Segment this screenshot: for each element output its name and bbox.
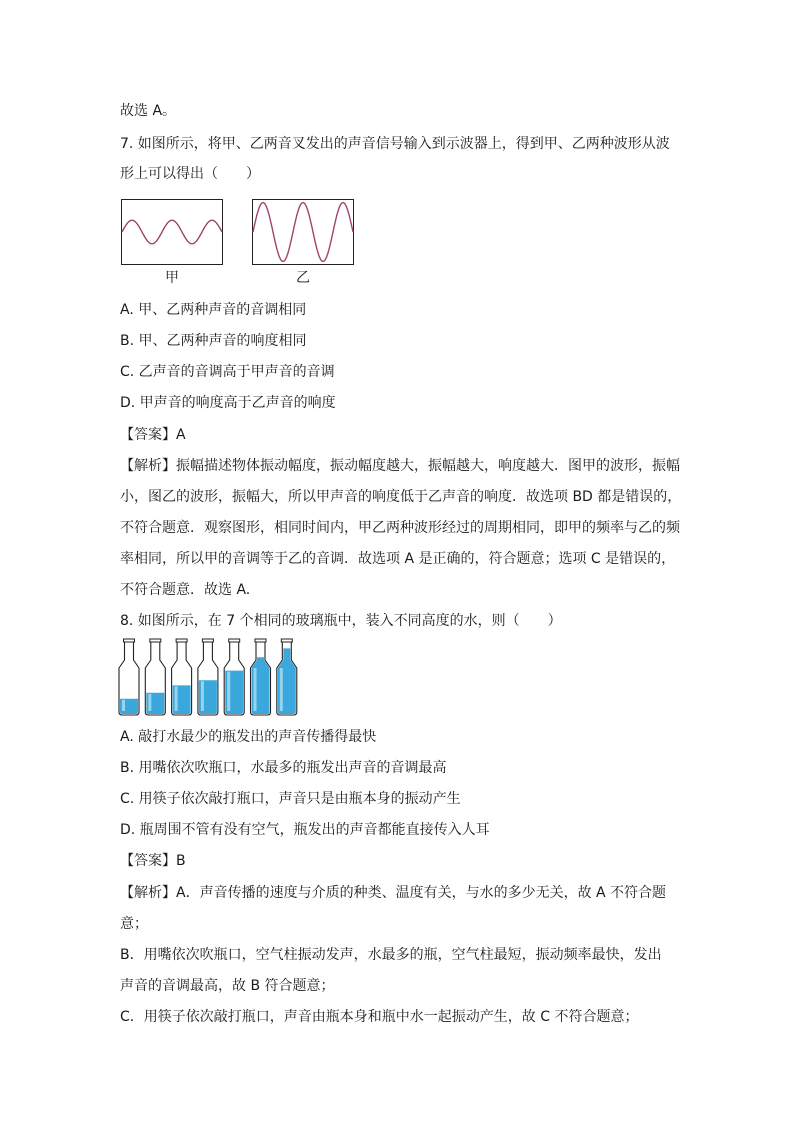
bottle-lip <box>202 639 213 642</box>
question-8-stem: 8. 如图所示，在 7 个相同的玻璃瓶中，装入不同高度的水，则（ ） <box>120 613 562 629</box>
answer-8: 【答案】B <box>120 853 186 869</box>
bottle-lip <box>124 639 135 642</box>
analysis-8-line-3: B．用嘴依次吹瓶口，空气柱振动发声，水最多的瓶，空气柱最短，振动频率最快，发出 <box>120 947 662 963</box>
waveform-yi-figure <box>252 199 354 265</box>
bottle-highlight <box>254 668 257 711</box>
bottle-6 <box>251 639 271 715</box>
option-7b: B. 甲、乙两种声音的响度相同 <box>120 333 307 349</box>
analysis-8-line-4: 声音的音调最高，故 B 符合题意； <box>120 978 335 994</box>
option-7d: D. 甲声音的响度高于乙声音的响度 <box>120 395 336 411</box>
bottles-figure <box>117 638 303 718</box>
bottle-lip <box>281 639 292 642</box>
option-7c: C. 乙声音的音调高于甲声音的音调 <box>120 364 335 380</box>
analysis-7-line-3: 不符合题意．观察图形，相同时间内，甲乙两种波形经过的周期相同，即甲的频率与乙的频 <box>120 520 680 536</box>
bottle-highlight <box>201 681 204 711</box>
bottle-highlight <box>227 672 230 711</box>
bottle-highlight <box>175 686 178 711</box>
text-line-1: 故选 A。 <box>120 103 177 119</box>
option-8a: A. 敲打水最少的瓶发出的声音传播得最快 <box>120 729 377 745</box>
answer-7: 【答案】A <box>120 427 186 443</box>
option-7a: A. 甲、乙两种声音的音调相同 <box>120 302 307 318</box>
option-8b: B. 用嘴依次吹瓶口，水最多的瓶发出声音的音调最高 <box>120 760 447 776</box>
bottle-5 <box>224 639 244 715</box>
bottle-2 <box>145 639 165 715</box>
analysis-8-line-2: 意； <box>120 916 148 932</box>
bottle-highlight <box>280 668 283 711</box>
bottle-lip <box>255 639 266 642</box>
question-7-stem-cont: 形上可以得出（ ） <box>120 166 260 182</box>
bottle-4 <box>198 639 218 715</box>
bottle-1 <box>119 639 139 715</box>
analysis-7-line-4: 率相同，所以甲的音调等于乙的音调．故选项 A 是正确的，符合题意；选项 C 是错误的， <box>120 551 676 567</box>
analysis-8-line-1: 【解析】A．声音传播的速度与介质的种类、温度有关，与水的多少无关，故 A 不符合题 <box>120 885 667 901</box>
bottle-lip <box>176 639 187 642</box>
option-8c: C. 用筷子依次敲打瓶口，声音只是由瓶本身的振动产生 <box>120 791 461 807</box>
question-7-stem: 7. 如图所示，将甲、乙两音叉发出的声音信号输入到示波器上，得到甲、乙两种波形从波 <box>120 136 670 152</box>
waveform-jia-figure <box>121 199 223 265</box>
bottle-7 <box>277 639 297 715</box>
option-8d: D. 瓶周围不管有没有空气，瓶发出的声音都能直接传入人耳 <box>120 822 490 838</box>
analysis-7-line-2: 小，图乙的波形，振幅大，所以甲声音的响度低于乙声音的响度．故选项 BD 都是错误的， <box>120 489 682 505</box>
bottle-highlight <box>122 700 125 711</box>
analysis-7-line-5: 不符合题意．故选 A. <box>120 582 251 598</box>
waveform-yi-label: 乙 <box>296 270 310 286</box>
bottle-3 <box>172 639 192 715</box>
bottle-lip <box>150 639 161 642</box>
bottle-lip <box>229 639 240 642</box>
analysis-8-line-5: C．用筷子依次敲打瓶口，声音由瓶本身和瓶中水一起振动产生，故 C 不符合题意； <box>120 1009 639 1025</box>
waveform-jia-label: 甲 <box>165 270 179 286</box>
analysis-7-line-1: 【解析】振幅描述物体振动幅度，振动幅度越大，振幅越大，响度越大．图甲的波形，振幅 <box>120 458 680 474</box>
bottle-highlight <box>148 694 151 711</box>
